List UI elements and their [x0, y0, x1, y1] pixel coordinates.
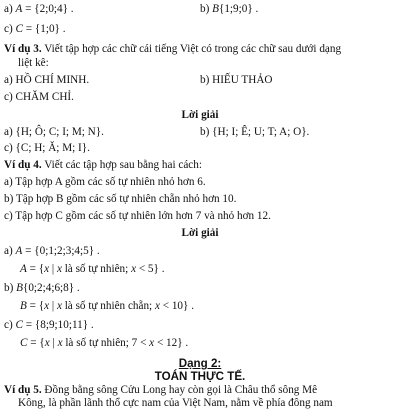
answer-4-b-rule: B = {x | x là số tự nhiên chẵn; x < 10} .	[20, 300, 194, 312]
example-4-b: b) Tập hợp B gồm các số tự nhiên chẵn nhỏ hơn 10.	[4, 193, 237, 205]
answer-4-a-rule: A = {x | x là số tự nhiên; x < 5} .	[20, 263, 165, 275]
answer-4-c-list: c) C = {8;9;10;11} .	[4, 319, 94, 331]
example-3-prompt	[4, 44, 341, 55]
example-3-b: b) HIẾU THẢO	[200, 74, 273, 86]
example-5-text-cont: Kông, là phần lãnh thổ cực nam của Việt Nam, nằm về phía đông nam	[18, 397, 333, 409]
example-4-c: c) Tập hợp C gồm các số tự nhiên lớn hơn 7 và nhỏ hơn 12.	[4, 210, 271, 222]
item-a-partial: a) A = {2;0;4} .	[4, 3, 74, 15]
example-3-text-cont: liệt kê:	[18, 57, 49, 69]
section-label	[0, 358, 400, 370]
solution-heading-2: Lời giải	[181, 227, 219, 239]
example-3-label: Ví dụ 3.	[4, 43, 42, 55]
example-4-label: Ví dụ 4.	[4, 159, 42, 171]
answer-4-c-rule: C = {x | x là số tự nhiên; 7 < x < 12} .	[20, 337, 189, 349]
example-4-text: Viết các tập hợp sau bằng hai cách:	[41, 159, 202, 171]
example-5-prompt	[4, 385, 317, 396]
answer-3-a: a) {H; Ô; C; I; M; N}.	[4, 126, 104, 138]
answer-4-b-list: b) B{0;2;4;6;8} .	[4, 282, 80, 294]
section-number: Dạng 2:	[178, 357, 222, 370]
solution-heading-1: Lời giải	[181, 109, 219, 121]
answer-4-a-list: a) A = {0;1;2;3;4;5} .	[4, 245, 100, 257]
example-3-c: c) CHĂM CHỈ.	[4, 91, 74, 103]
item-c-partial: c) C = {1;0} .	[4, 23, 66, 35]
answer-3-c: c) {C; H; Ă; M; I}.	[4, 142, 90, 154]
answer-3-b: b) {H; I; Ê; U; T; A; O}.	[200, 126, 310, 138]
example-3-a: a) HỒ CHÍ MINH.	[4, 74, 90, 86]
example-4-a: a) Tập hợp A gồm các số tự nhiên nhỏ hơn 6.	[4, 176, 206, 188]
example-5-text: Đồng bằng sông Cửu Long hay còn gọi là Châu thổ sông Mê	[41, 384, 318, 396]
section-title: TOÁN THỰC TẾ.	[154, 370, 246, 383]
example-5-label: Ví dụ 5.	[4, 384, 42, 396]
example-3-text: Viết tập hợp các chữ cái tiếng Việt có trong các chữ sau dưới dạng	[41, 43, 342, 55]
example-4-prompt	[4, 160, 202, 171]
item-b-partial: b) B{1;9;0} .	[200, 3, 259, 15]
